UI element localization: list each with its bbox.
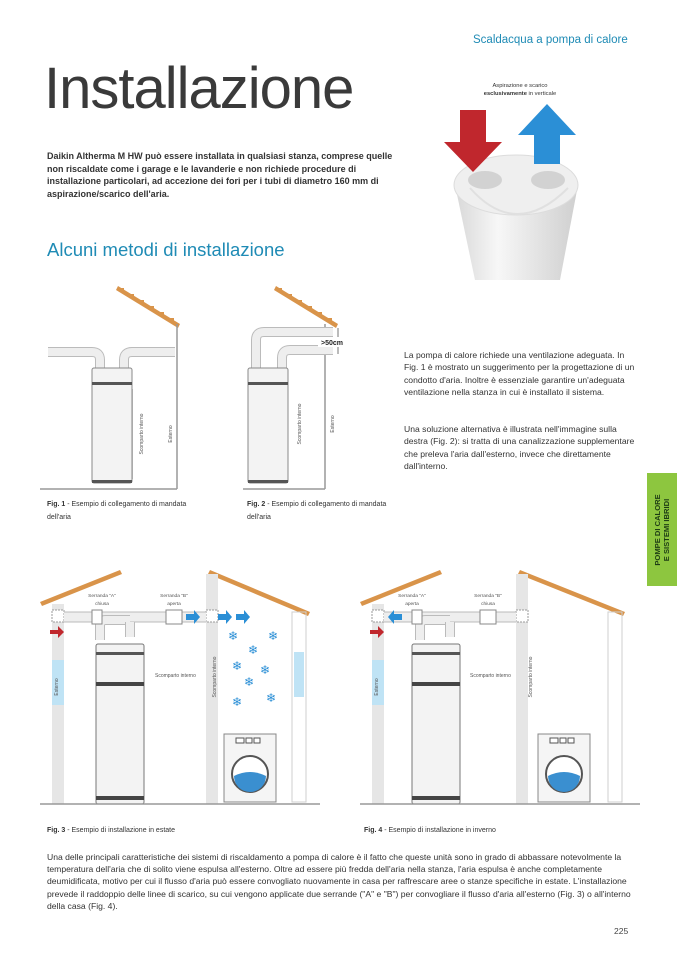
roof [116,286,180,328]
svg-text:❄: ❄ [248,643,259,657]
body-paragraph: Una delle principali caratteristiche dei sistemi di riscaldamento a pompa di calore è il fatto che queste unità sono in grado di abbassare notevolmente la temperatura dell'aria che di solito viene espulsa all'esterno. Oltre ad essere più fredda dell'aria nella stanza, l'aria espulsa è anche completamente deumidificata, motivo per cui il flusso d'aria può essere convogliato nuovamente in casa per raffrescare aree o stanze specifiche in estate. L'installazione prevede il raddoppio delle linee di scarico, su cui vengono applicate due serrande ("A" e "B") per convogliare il flusso d'aria all'esterno (Fig. 3) o all'interno della casa (Fig. 4). [47,852,631,911]
roof-right [518,570,625,616]
fig3-interno-label: Scomparto interno [155,673,196,679]
roof [274,286,338,328]
fig4-serranda-b: Serranda "B" [474,594,502,599]
intro-paragraph: Daikin Altherma M HW può essere installata in qualsiasi stanza, comprese quelle non riscaldate come i garage e le lavanderie e non richiede procedure di installazione particolari, ad accezione dei fori per i tubi di diametro 160 mm di aspirazione/scarico dell'aria. [47,151,393,199]
svg-text:❄: ❄ [244,675,255,689]
fig1-diagram [40,284,200,494]
svg-text:❄: ❄ [268,629,279,643]
roof-right [208,570,310,616]
fig1-caption: Fig. 1 - Esempio di collegamento di mandata dell'aria [47,501,187,521]
description-paragraph-2: Una soluzione alternativa è illustrata nell'immagine sulla destra (Fig. 2): si tratta di una canalizzazione supplementare che preleva l'aria dall'esterno, invece che direttamente dall'interno. [404,424,635,471]
fig3-serranda-a-state: chiusa [95,602,109,607]
fig4-diagram [360,562,640,812]
fig2-interno-label: Scomparto interno [297,403,303,445]
side-tab-line1: POMPE DI CALORE [653,493,662,566]
side-tab-line2: E SISTEMI IBRIDI [662,498,671,561]
fig2-caption: Fig. 2 - Esempio di collegamento di mandata dell'aria [247,501,387,521]
heat-pump-top-illustration [440,100,590,290]
fig4-caption: Fig. 4 - Esempio di installazione in inverno [364,827,496,834]
fig2-diagram [238,284,398,494]
description-paragraph-1: La pompa di calore richiede una ventilazione adeguata. In Fig. 1 è mostrato un suggerimento per la progettazione di un condotto d'aria. Inoltre è essenziale garantire un'adeguata ventilazione nella stanza in cui è installato il sistema. [404,350,635,397]
svg-text:❄: ❄ [266,691,277,705]
top-caption-rest: in verticale [526,91,557,97]
washing-machine-icon [224,734,276,802]
fig4-serranda-a: Serranda "A" [398,594,426,599]
svg-text:❄: ❄ [228,629,239,643]
fig3-diagram [40,562,320,812]
svg-text:❄: ❄ [232,659,243,673]
svg-text:❄: ❄ [260,663,271,677]
roof-left [40,570,122,606]
section-header: Scaldacqua a pompa di calore [473,34,628,46]
fig3-interno-right-label: Scomparto interno [212,656,218,698]
page-title: Installazione [44,56,354,121]
fig3-caption: Fig. 3 - Esempio di installazione in estate [47,827,176,834]
fig2-esterno-label: Esterno [330,415,336,433]
fig3-esterno-label: Esterno [54,678,60,696]
fig1-interno-label: Scomparto interno [139,413,145,455]
fig3-serranda-b-state: aperta [167,602,181,607]
section-title: Alcuni metodi di installazione [47,239,285,260]
fig4-serranda-a-state: aperta [405,602,419,607]
fig4-interno-right-label: Scomparto interno [528,656,534,698]
fig1-esterno-label: Esterno [168,425,174,443]
top-image-caption [460,82,580,98]
fig2-gap-label: >50cm [321,340,343,347]
fig4-serranda-b-state: chiusa [481,602,495,607]
fig3-serranda-b: Serranda "B" [160,594,188,599]
top-caption-line1: Aspirazione e scarico [492,83,548,89]
page-number: 225 [614,926,629,936]
washing-machine-icon [538,734,590,802]
fig3-serranda-a: Serranda "A" [88,594,116,599]
svg-text:❄: ❄ [232,695,243,709]
fig4-esterno-label: Esterno [374,678,380,696]
top-caption-bold: esclusivamente [483,91,527,97]
fig4-interno-label: Scomparto interno [470,673,511,679]
roof-left [360,570,442,606]
snowflake-icon [228,629,278,709]
side-tab [647,473,677,586]
